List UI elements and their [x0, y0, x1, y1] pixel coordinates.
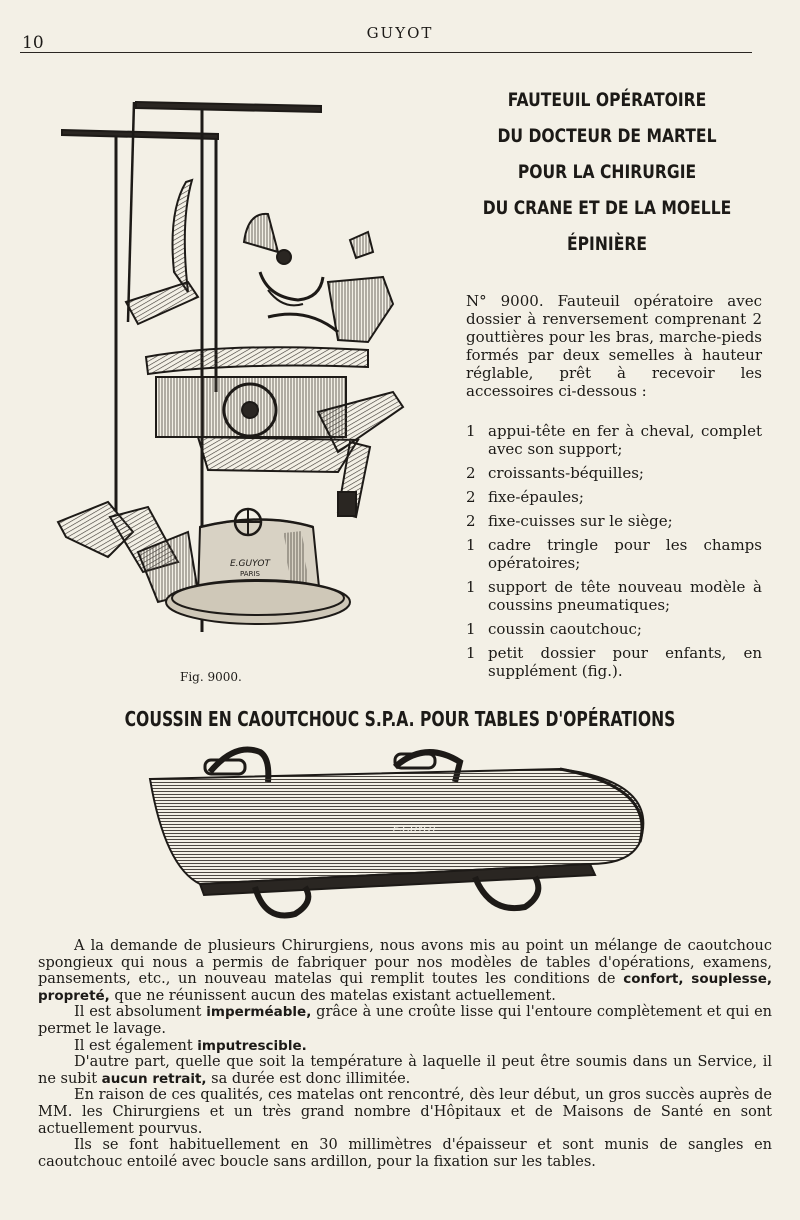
item-description: coussin caoutchouc;: [488, 620, 642, 638]
chair-title-line: FAUTEUIL OPÉRATOIRE: [507, 89, 707, 111]
item-quantity: 2: [466, 488, 476, 506]
chair-title-line: DU DOCTEUR DE MARTEL: [497, 125, 717, 147]
rubber-cushion-illustration: [140, 742, 660, 932]
operating-chair-illustration: [38, 92, 418, 637]
item-description: cadre tringle pour les champs opératoires;: [488, 536, 762, 572]
list-item: [466, 536, 762, 572]
text-run: que ne réunissent aucun des matelas existant actuellement.: [109, 987, 556, 1004]
cushion-maker-mark: E.GUYOT: [392, 824, 438, 835]
item-quantity: 1: [466, 422, 476, 440]
item-description: appui-tête en fer à cheval, complet avec son support;: [488, 422, 762, 458]
list-item: [466, 422, 762, 458]
chair-title-line: ÉPINIÈRE: [566, 233, 647, 255]
chair-title-line: POUR LA CHIRURGIE: [517, 161, 697, 183]
paragraph: [38, 1054, 772, 1087]
chair-intro: N° 9000. Fauteuil opératoire avec dossier à renversement comprenant 2 gouttières pour les bras, marche-pieds formés par deux semelles à hauteur réglable, prêt à recevoir les accessoires ci-dessous :: [466, 292, 762, 400]
chair-section-title: [480, 82, 734, 262]
item-quantity: 1: [466, 578, 476, 596]
item-quantity: 1: [466, 620, 476, 638]
list-item: [466, 578, 762, 614]
paragraph: [38, 1004, 772, 1037]
item-description: fixe-épaules;: [488, 488, 584, 506]
text-run: D'autre part, quelle que soit la température à laquelle il peut être soumis dans un Service, il ne subit: [38, 1054, 772, 1087]
item-quantity: 1: [466, 644, 476, 662]
text-run: En raison de ces qualités, ces matelas ont rencontré, dès leur début, un gros succès auprès de MM. les Chirurgiens et un très grand nombre d'Hôpitaux et de Maisons de Santé en sont actuellement pourvus.: [38, 1087, 772, 1137]
text-run: Il est absolument: [74, 1004, 207, 1021]
chair-accessory-list: [466, 422, 762, 686]
list-item: [466, 488, 762, 506]
paragraph: [38, 1038, 772, 1055]
item-description: croissants-béquilles;: [488, 464, 644, 482]
text-run: sa durée est donc illimitée.: [206, 1070, 411, 1087]
chair-title-line: DU CRANE ET DE LA MOELLE: [482, 197, 732, 219]
paragraph: [38, 1137, 772, 1170]
list-item: [466, 512, 762, 530]
emphasis: imputrescible.: [197, 1037, 307, 1054]
item-description: fixe-cuisses sur le siège;: [488, 512, 673, 530]
header-rule: [20, 52, 752, 53]
item-quantity: 2: [466, 512, 476, 530]
item-description: petit dossier pour enfants, en supplément (fig.).: [488, 644, 762, 680]
text-run: A la demande de plusieurs Chirurgiens, nous avons mis au point un mélange de caoutchouc spongieux qui nous a permis de fabriquer pour nos modèles de tables d'opérations, examens, pansements, etc., un nouveau matelas qui remplit toutes les conditions de: [38, 938, 772, 988]
paragraph: [38, 938, 772, 1004]
pedestal-maker-mark: E.GUYOT: [229, 559, 271, 569]
paragraph: [38, 1087, 772, 1137]
page-number: 10: [22, 33, 44, 53]
emphasis: aucun retrait,: [101, 1070, 207, 1087]
figure-caption: Fig. 9000.: [180, 670, 242, 684]
emphasis: confort, souplesse, propreté,: [38, 971, 773, 1004]
pedestal-maker-city: PARIS: [240, 570, 260, 578]
list-item: [466, 644, 762, 680]
cushion-description: [38, 938, 772, 1170]
running-title: GUYOT: [366, 24, 434, 42]
item-description: support de tête nouveau modèle à coussins pneumatiques;: [488, 578, 762, 614]
text-run: Il est également: [74, 1037, 198, 1054]
list-item: [466, 620, 762, 638]
emphasis: imperméable,: [206, 1004, 312, 1021]
list-item: [466, 464, 762, 482]
text-run: Ils se font habituellement en 30 millimètres d'épaisseur et sont munis de sangles en caoutchouc entoilé avec boucle sans ardillon, pour la fixation sur les tables.: [38, 1137, 772, 1170]
item-quantity: 2: [466, 464, 476, 482]
cushion-section-title: COUSSIN EN CAOUTCHOUC S.P.A. POUR TABLES D'OPÉRATIONS: [124, 707, 676, 731]
item-quantity: 1: [466, 536, 476, 554]
text-run: grâce à une croûte lisse qui l'entoure complètement et qui en permet le lavage.: [38, 1004, 772, 1037]
